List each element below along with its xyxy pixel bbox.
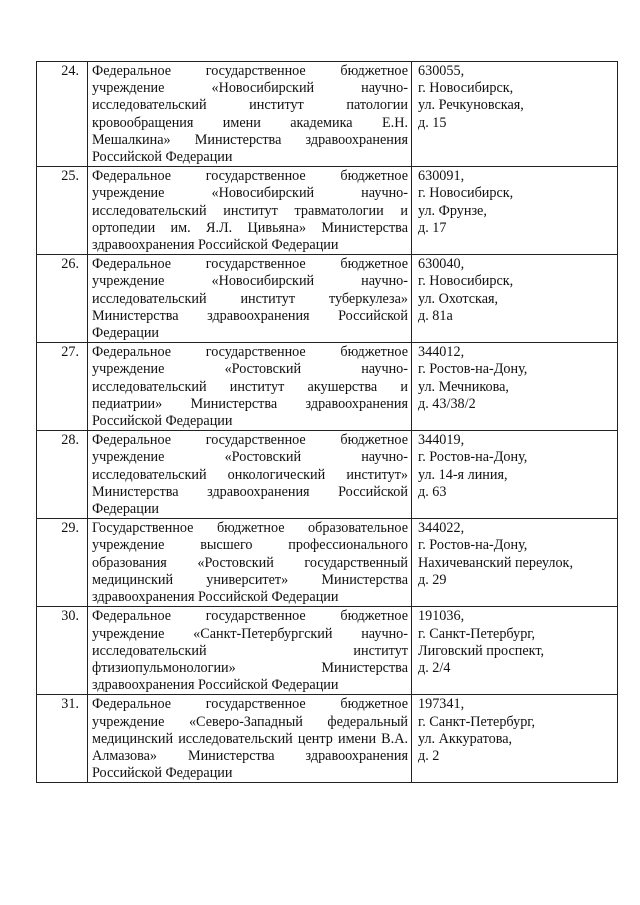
- address-line: ул. Охотская,: [418, 290, 499, 307]
- institution-address: [412, 519, 618, 607]
- address-line: д. 43/38/2: [418, 395, 476, 412]
- institution-name: Федеральное государственное бюджетное учреждение «Ростовский научно-исследовательский институт акушерства и педиатрии» Министерства здравоохранения Российской Федерации: [92, 344, 408, 430]
- address-line: д. 29: [418, 571, 447, 588]
- address-line: ул. Фрунзе,: [418, 202, 487, 219]
- address-line: Лиговский проспект,: [418, 642, 545, 659]
- address-line: д. 81а: [418, 307, 453, 324]
- address-line: д. 17: [418, 219, 447, 236]
- row-number: 31.: [37, 695, 88, 783]
- address-line: г. Санкт-Петербург,: [418, 713, 536, 730]
- address-line: Нахичеванский переулок,: [418, 554, 573, 571]
- institution-name-cell: [88, 519, 412, 607]
- row-number: 25.: [37, 167, 88, 255]
- address-line: г. Ростов-на-Дону,: [418, 537, 528, 554]
- address-line: д. 2: [418, 747, 440, 764]
- table-row: [37, 431, 618, 519]
- address-line: ул. Мечникова,: [418, 378, 509, 395]
- address-line: 344019,: [418, 432, 465, 449]
- institution-name: Федеральное государственное бюджетное учреждение «Санкт-Петербургский научно-исследовательский институт фтизиопульмонологии» Министерства здравоохранения Российской Федерации: [92, 608, 408, 694]
- institution-name: Федеральное государственное бюджетное учреждение «Новосибирский научно-исследовательский институт патологии кровообращения имени академика Е.Н. Мешалкина» Министерства здравоохранения Российской Федерации: [92, 63, 408, 166]
- address-line: 197341,: [418, 696, 465, 713]
- address-line: ул. Аккуратова,: [418, 730, 513, 747]
- address-line: г. Санкт-Петербург,: [418, 625, 536, 642]
- address-line: 191036,: [418, 608, 465, 625]
- address-line: ул. 14-я линия,: [418, 466, 508, 483]
- institution-name-cell: [88, 695, 412, 783]
- institution-name: Федеральное государственное бюджетное учреждение «Ростовский научно-исследовательский онкологический институт» Министерства здравоохранения Российской Федерации: [92, 432, 408, 518]
- institution-address: [412, 343, 618, 431]
- address-line: г. Новосибирск,: [418, 185, 514, 202]
- row-number: 26.: [37, 255, 88, 343]
- institution-address: [412, 607, 618, 695]
- institutions-table: [36, 61, 618, 783]
- institution-name: Федеральное государственное бюджетное учреждение «Северо-Западный федеральный медицинский исследовательский центр имени В.А. Алмазова» Министерства здравоохранения Российской Федерации: [92, 696, 408, 782]
- row-number: 27.: [37, 343, 88, 431]
- address-line: г. Новосибирск,: [418, 80, 514, 97]
- institution-name-cell: [88, 167, 412, 255]
- institution-name: Федеральное государственное бюджетное учреждение «Новосибирский научно-исследовательский институт туберкулеза» Министерства здравоохранения Российской Федерации: [92, 256, 408, 342]
- institutions-table-body: [37, 62, 618, 783]
- institution-address: [412, 255, 618, 343]
- table-row: [37, 695, 618, 783]
- table-row: [37, 519, 618, 607]
- address-line: 630055,: [418, 63, 465, 79]
- institution-name: Федеральное государственное бюджетное учреждение «Новосибирский научно-исследовательский институт травматологии и ортопедии им. Я.Л. Цивьяна» Министерства здравоохранения Российской Федерации: [92, 168, 408, 254]
- institution-address: [412, 431, 618, 519]
- institution-name-cell: [88, 431, 412, 519]
- address-line: д. 2/4: [418, 659, 451, 676]
- address-line: д. 15: [418, 114, 447, 131]
- row-number: 29.: [37, 519, 88, 607]
- table-row: [37, 255, 618, 343]
- institution-name-cell: [88, 343, 412, 431]
- address-line: 630091,: [418, 168, 465, 185]
- address-line: г. Новосибирск,: [418, 273, 514, 290]
- institution-name: Государственное бюджетное образовательное учреждение высшего профессионального образования «Ростовский государственный медицинский университет» Министерства здравоохранения Российской Федерации: [92, 520, 408, 606]
- address-line: г. Ростов-на-Дону,: [418, 361, 528, 378]
- table-row: [37, 62, 618, 167]
- institution-address: [412, 695, 618, 783]
- table-row: [37, 607, 618, 695]
- table-row: [37, 167, 618, 255]
- address-line: д. 63: [418, 483, 447, 500]
- address-line: г. Ростов-на-Дону,: [418, 449, 528, 466]
- institution-address: [412, 167, 618, 255]
- table-row: [37, 343, 618, 431]
- address-line: 630040,: [418, 256, 465, 273]
- row-number: 30.: [37, 607, 88, 695]
- row-number: 28.: [37, 431, 88, 519]
- institution-name-cell: [88, 62, 412, 167]
- institution-name-cell: [88, 607, 412, 695]
- address-line: 344012,: [418, 344, 465, 361]
- institution-name-cell: [88, 255, 412, 343]
- row-number: 24.: [37, 62, 88, 167]
- address-line: ул. Речкуновская,: [418, 97, 524, 114]
- institution-address: [412, 62, 618, 167]
- address-line: 344022,: [418, 520, 465, 537]
